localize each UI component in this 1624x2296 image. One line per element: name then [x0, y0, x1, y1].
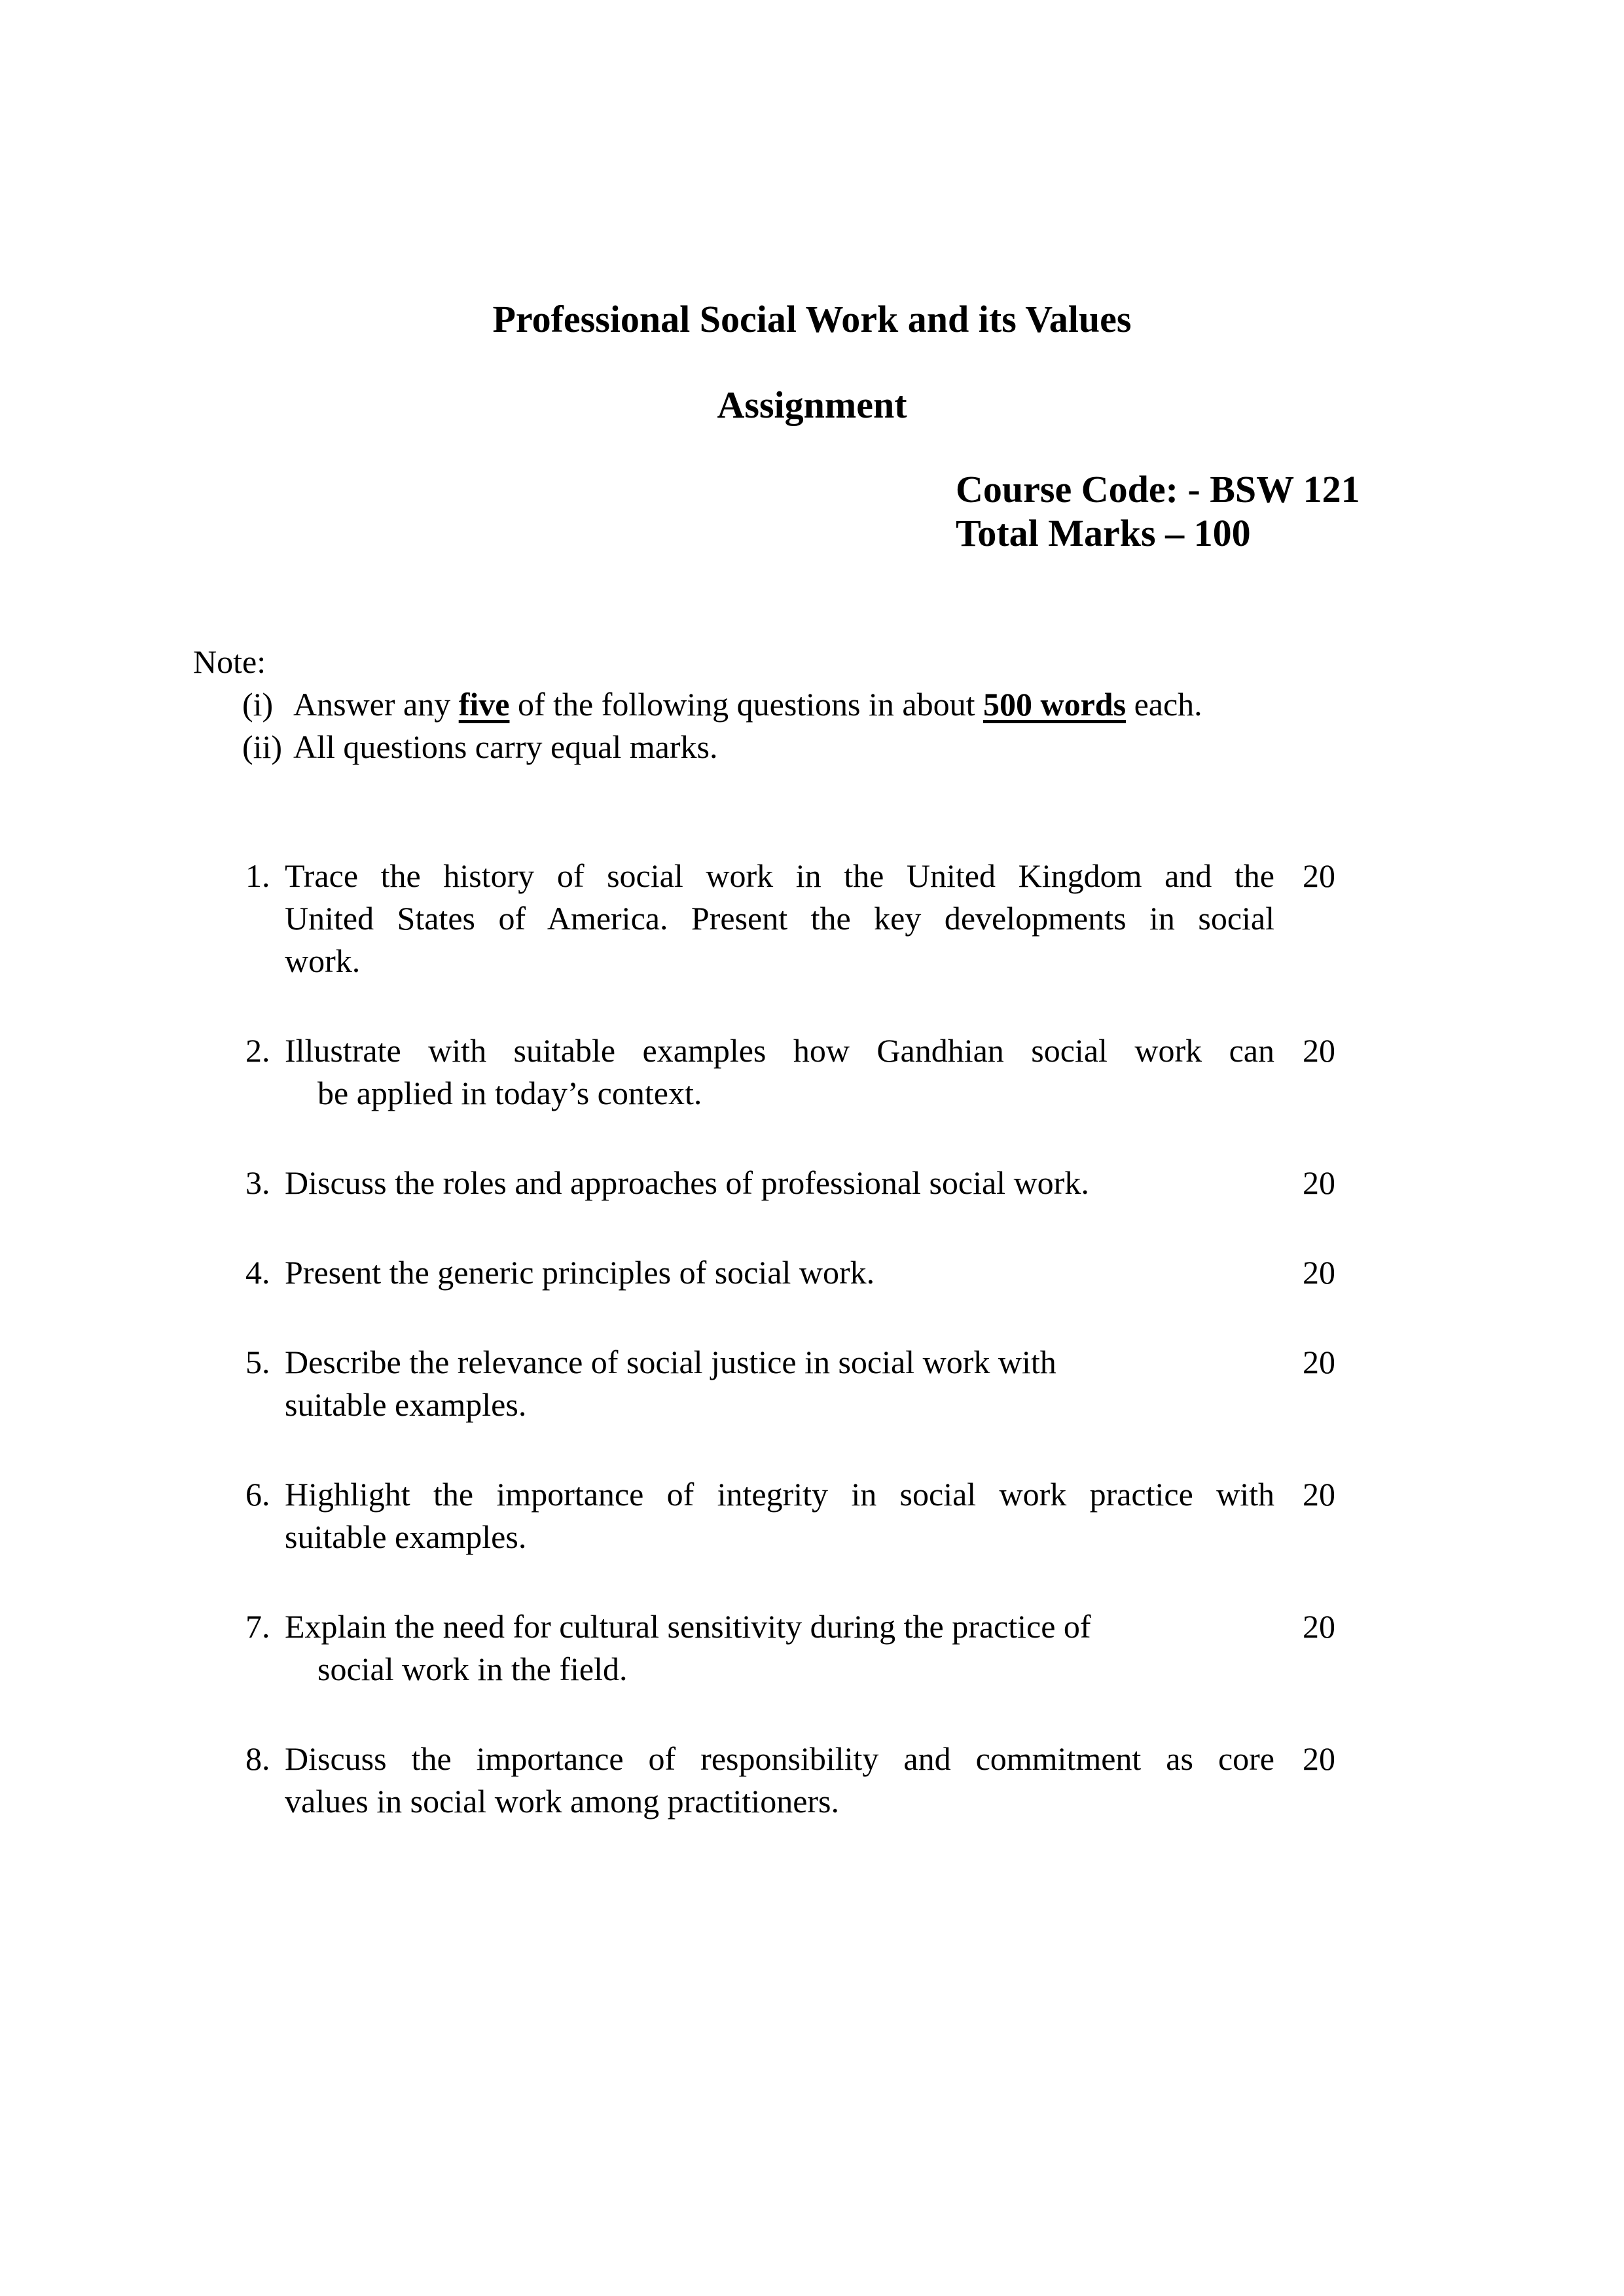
question-line: be applied in today’s context. — [317, 1074, 702, 1111]
question-marks: 20 — [1303, 1253, 1335, 1291]
question-row — [245, 1605, 1624, 1691]
question-text — [285, 1030, 1274, 1115]
question-text — [285, 1251, 1274, 1294]
question-text — [285, 1473, 1274, 1558]
question-text — [285, 1341, 1274, 1426]
question-line: Trace the history of social work in the United Kingdom and the — [285, 857, 1274, 894]
question-line: social work in the field. — [317, 1650, 628, 1687]
question-marks: 20 — [1303, 1475, 1335, 1513]
question-row — [245, 1738, 1624, 1823]
course-code: Course Code: - BSW 121 — [956, 468, 1360, 511]
question-text — [285, 1162, 1274, 1204]
note-emphasized-text: 500 words — [983, 685, 1127, 723]
note-item-number: (ii) — [242, 728, 283, 765]
page-title: Professional Social Work and its Values — [492, 298, 1132, 340]
question-line: work. — [285, 942, 361, 979]
question-number: 8. — [245, 1740, 270, 1777]
question-number: 7. — [245, 1607, 270, 1645]
note-item — [242, 726, 1624, 768]
question-line: suitable examples. — [285, 1518, 527, 1555]
note-text-segment: each. — [1126, 685, 1202, 723]
note-item-text — [293, 683, 1202, 726]
question-marks: 20 — [1303, 1607, 1335, 1645]
note-item — [242, 683, 1624, 726]
question-number: 4. — [245, 1253, 270, 1291]
question-row — [245, 1341, 1624, 1426]
note-text-segment: All questions carry equal marks. — [293, 728, 718, 765]
question-line: values in social work among practitioners. — [285, 1782, 839, 1820]
question-line: United States of America. Present the key developments in social — [285, 899, 1274, 937]
question-line: Discuss the roles and approaches of professional social work. — [285, 1164, 1089, 1201]
note-item-number: (i) — [242, 685, 274, 723]
header-meta — [956, 468, 1624, 555]
question-line: Highlight the importance of integrity in social work practice with — [285, 1475, 1274, 1513]
note-text-segment: Answer any — [293, 685, 459, 723]
question-line: Present the generic principles of social work. — [285, 1253, 875, 1291]
question-line: Explain the need for cultural sensitivity during the practice of — [285, 1607, 1091, 1645]
question-line: Discuss the importance of responsibility and commitment as core — [285, 1740, 1274, 1777]
question-marks: 20 — [1303, 1740, 1335, 1777]
note-label: Note: — [193, 643, 266, 680]
question-line: Describe the relevance of social justice in social work with — [285, 1343, 1056, 1380]
note-text-segment: of the following questions in about — [509, 685, 983, 723]
question-number: 6. — [245, 1475, 270, 1513]
note-emphasized-text: five — [458, 685, 510, 723]
question-number: 3. — [245, 1164, 270, 1201]
total-marks: Total Marks – 100 — [956, 512, 1251, 555]
note-item-text — [293, 726, 717, 768]
question-marks: 20 — [1303, 1031, 1335, 1069]
question-text — [285, 855, 1274, 982]
question-marks: 20 — [1303, 1343, 1335, 1380]
question-row — [245, 1473, 1624, 1558]
question-text — [285, 1738, 1274, 1823]
page-subtitle: Assignment — [717, 383, 907, 426]
question-marks: 20 — [1303, 857, 1335, 894]
question-line: Illustrate with suitable examples how Gandhian social work can — [285, 1031, 1274, 1069]
note-items — [0, 683, 1624, 768]
question-list — [0, 855, 1624, 1823]
question-marks: 20 — [1303, 1164, 1335, 1201]
question-row — [245, 1162, 1624, 1204]
question-number: 1. — [245, 857, 270, 894]
question-number: 2. — [245, 1031, 270, 1069]
question-row — [245, 1030, 1624, 1115]
question-text — [285, 1605, 1274, 1691]
question-row — [245, 855, 1624, 982]
question-row — [245, 1251, 1624, 1294]
question-number: 5. — [245, 1343, 270, 1380]
question-line: suitable examples. — [285, 1386, 527, 1423]
